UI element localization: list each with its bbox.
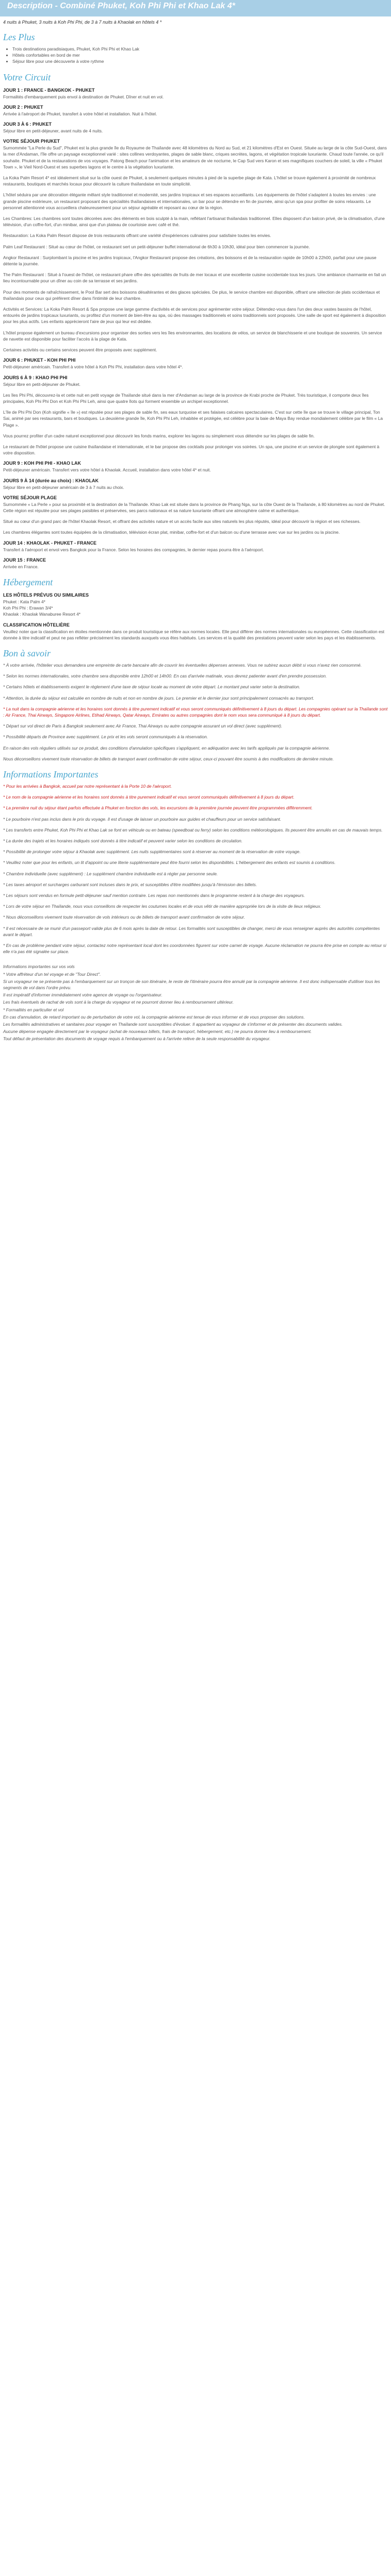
hotels-title: LES HÔTELS PRÉVUS OU SIMILAIRES [3, 592, 89, 598]
flight-conditions [3, 963, 388, 1042]
day-text: Certaines activités ou certains services peuvent être proposés avec supplément. [3, 347, 157, 353]
page-title-bar [0, 0, 391, 16]
condition-paragraph: Aucune dépense engagée directement par le voyageur (achat de nouveaux billets, frais de transport, hébergement, etc.) ne pourra donner lieu à remboursement. [3, 1029, 312, 1035]
condition-paragraph: Il est impératif d'informer immédiatement votre agence de voyage ou l'organisateur. [3, 992, 162, 998]
condition-paragraph: * Votre affréteur d'un tel voyage et de "Tour Direct". [3, 971, 101, 977]
note-paragraph: * Attention, la durée du séjour est calculée en nombre de nuits et non en nombre de jours. Le premier et le dernier jour sont principalement consacrés au transport. [3, 695, 315, 701]
day-title: JOUR 14 : KHAOLAK - PHUKET - FRANCE [3, 540, 97, 546]
condition-paragraph: Si un voyageur ne se présente pas à l'embarquement sur un tronçon de son itinéraire, le reste de l'itinéraire pourra être annulé par la compagnie aérienne. Il est donc indispensable d'utiliser tous les segments de vol dans l'ordre prévu. [3, 978, 380, 991]
note-paragraph: * À votre arrivée, l'hôtelier vous demandera une empreinte de carte bancaire afin de couvrir les éventuelles dépenses annexes. Vous ne subirez aucun débit si vous n'avez rien consommé. [3, 662, 362, 668]
condition-paragraph: * Formalités en particulier et vol [3, 1007, 64, 1012]
infos-body [3, 783, 388, 955]
les-plus-heading: Les Plus [3, 32, 35, 42]
note-paragraph: * Selon les normes internationales, votre chambre sera disponible entre 12h00 et 14h00. En cas d'arrivée matinale, vous devrez patienter avant d'en prendre possession. [3, 673, 327, 679]
day-text: Séjour libre en petit-déjeuner américain de 3 à 7 nuits au choix. [3, 484, 124, 490]
list-item: • Trois destinations paradisiaques, Phuket, Koh Phi Phi et Khao Lak [12, 46, 388, 52]
trip-summary: 4 nuits à Phuket, 3 nuits à Koh Phi Phi, de 3 à 7 nuits à Khaolak en hôtels 4 * [3, 20, 162, 25]
day-text: Situé au cœur d'un grand parc de l'hôtel Khaolak Resort, et offrant des activités nature et un accès facile aux sites naturels les plus réputés, idéal pour découvrir la région et ses richesses. [3, 519, 361, 524]
bon-a-savoir-heading: Bon à savoir [3, 648, 51, 658]
condition-paragraph: Informations importantes sur vos vols [3, 964, 75, 970]
page-title: Description - Combiné Phuket, Koh Phi Phi et Khao Lak 4* [7, 2, 235, 10]
bon-a-savoir-body [3, 662, 388, 762]
day-text: Pour des moments de rafraîchissement, le Pool Bar sert des boissons désaltérantes et des glaces spéciales. De plus, le service chambre est disponible, offrant une sélection de plats occidentaux et thaïlandais pour ceux qui préfèrent dîner dans l'intimité de leur chambre. [3, 289, 380, 301]
day-title: JOUR 2 : PHUKET [3, 104, 43, 110]
day-text: Le restaurant de l'hôtel propose une cuisine thaïlandaise et internationale, et le bar propose des cocktails pour prolonger vos soirées. Un spa, une piscine et un service de plongée sont également à votre disposition. [3, 444, 380, 456]
hotel-line: Khaolak : Khaolak Wanaburee Resort 4* [3, 612, 81, 617]
day-title: JOURS 9 À 14 (durée au choix) : KHAOLAK [3, 478, 99, 483]
section-spacer [3, 959, 388, 963]
day-text: L'île de Phi Phi Don (Koh signifie « île ») est réputée pour ses plages de sable fin, ses eaux turquoise et ses falaises calcaires spectaculaires. C'est sur cette île que se trouve le village principal, Ton Sai, animé par ses restaurants, bars et boutiques. La deuxième grande île, Koh Phi Phi Leh, inhabitée et protégée, est célèbre pour la baie de Maya Bay rendue mondialement célèbre par le film « La Plage ». [3, 410, 383, 428]
info-paragraph: * En cas de problème pendant votre séjour, contactez notre représentant local dont les coordonnées figurent sur votre carnet de voyage. Aucune réclamation ne pourra être prise en compte au retour si elle n'a pas été signalée sur place. [3, 943, 386, 955]
info-paragraph-alert: * La première nuit du séjour étant parfois effectuée à Phuket en fonction des vols, les excursions de la première journée peuvent être programmées différemment. [3, 805, 313, 811]
note-paragraph: * Possibilité départs de Province avec supplément. Le prix et les vols seront communiqués à la réservation. [3, 734, 208, 740]
list-item: • Séjour libre pour une découverte à votre rythme [12, 58, 388, 64]
day-text: Les chambres élégantes sont toutes équipées de la climatisation, télévision écran plat, minibar, coffre-fort et d'un balcon ou d'une terrasse avec vue sur les jardins ou la piscine. [3, 530, 340, 535]
day-text: Vous pourrez profiter d'un cadre naturel exceptionnel pour découvrir les fonds marins, explorer les lagons ou simplement vous détendre sur les plages de sable fin. [3, 433, 315, 438]
hebergement-heading: Hébergement [3, 577, 53, 587]
day-text: Séjour libre en petit-déjeuner, avant nuits de 4 nuits. [3, 128, 103, 134]
day-text: Arrivée en France. [3, 564, 39, 569]
day-title: JOUR 1 : FRANCE - BANGKOK - PHUKET [3, 87, 95, 93]
info-paragraph: * Le pourboire n'est pas inclus dans le prix du voyage. Il est d'usage de laisser un pourboire aux guides et chauffeurs pour un service satisfaisant. [3, 816, 282, 822]
list-item: • Hôtels confortables en bord de mer [12, 52, 388, 58]
day-title: JOURS 6 À 9 : KHAO PHI PHI [3, 375, 68, 380]
day-title: JOUR 15 : FRANCE [3, 557, 46, 563]
info-paragraph: * Veuillez noter que pour les enfants, un lit d'appoint ou une literie supplémentaire peut être fourni selon les disponibilités. L'hébergement des enfants est soumis à conditions. [3, 860, 336, 866]
day-text: Les îles Phi Phi, découvrez-la et cette nuit en petit voyage de Thaïlande situé dans la mer d'Andaman au large de la province de Krabi proche de Phuket. Très touristique, il comporte deux îles principales, Koh Phi Phi Don et Koh Phi Phi Leh, ainsi que quatre îlots qui forment ensemble un archipel exceptionnel. [3, 392, 369, 404]
day-text: Surnommée « La Perle » pour sa proximité et la destination de la Thaïlande. Khao Lak est située dans la province de Phang Nga, sur la côte Ouest de la Thaïlande, à 80 kilomètres au nord de Phuket. Cette région est réputée pour ses plages paisibles et préservées, ses parcs nationaux et sa nature luxuriante offrant une atmosphère calme et authentique. [3, 501, 385, 513]
document-body [0, 20, 391, 1056]
note-paragraph: En raison des vols réguliers utilisés sur ce produit, des conditions d'annulation spécifiques s'appliquent, en adéquation avec les tarifs appliqués par la compagnie aérienne. [3, 745, 330, 751]
info-paragraph: * Lors de votre séjour en Thaïlande, nous vous conseillons de respecter les coutumes locales et de vous vêtir de manière appropriée lors de la visite de lieux religieux. [3, 904, 321, 909]
day-title: VOTRE SÉJOUR PLAGE [3, 495, 57, 500]
condition-paragraph: Tout défaut de présentation des documents de voyage requis à l'embarquement ou à l'arrivée relève de la seule responsabilité du voyageur. [3, 1036, 271, 1042]
info-paragraph: * Chambre individuelle (avec supplément) : Le supplément chambre individuelle est à régler par personne seule. [3, 871, 218, 876]
day-text: Formalités d'embarquement puis envol à destination de Phuket. Dîner et nuit en vol. [3, 94, 164, 99]
info-paragraph: * Nous déconseillons vivement toute réservation de vols intérieurs ou de billets de transport avant confirmation de votre séjour. [3, 914, 245, 920]
day-text: Palm Leaf Restaurant : Situé au cœur de l'hôtel, ce restaurant sert un petit-déjeuner buffet international de 6h30 à 10h30, idéal pour bien commencer la journée. [3, 244, 310, 249]
day-text: The Palm Restaurant : Situé à l'ouest de l'hôtel, ce restaurant phare offre des spécialités de fruits de mer locaux et une excellente cuisine occidentale tous les jours. Une ambiance charmante en fait un lieu incontournable pour un dîner au coin de sa terrasse et ses jardins. [3, 272, 386, 284]
condition-paragraph: En cas d'annulation, de retard important ou de perturbation de votre vol, la compagnie aérienne est tenue de vous informer et de vous proposer des solutions. [3, 1014, 305, 1020]
day-text: Activités et Services: La Koka Palm Resort & Spa propose une large gamme d'activités et de services pour agrémenter votre séjour. Détendez-vous dans l'un des deux vastes bassins de l'hôtel, entourés de jardins tropicaux luxuriants, ou profitez d'un moment de bien-être au spa, où des massages traditionnels et soins traditionnels sont proposés. Une salle de sport est également à disposition pour les plus actifs. Les enfants apprécieront l'aire de jeux qui leur est dédiée. [3, 307, 386, 325]
day-title: JOUR 3 À 6 : PHUKET [3, 122, 52, 127]
day-text: La Koka Palm Resort 4* est idéalement situé sur la côte ouest de Phuket, à seulement quelques minutes à pied de la superbe plage de Kata. L'hôtel se trouve également à proximité de nombreux restaurants, boutiques et marchés locaux pour découvrir la culture thaïlandaise en toute simplicité. [3, 175, 376, 187]
info-paragraph-alert: * Le nom de la compagnie aérienne et les horaires sont donnés à titre purement indicatif et vous seront communiqués définitivement à 8 jours du départ. [3, 794, 295, 800]
note-paragraph-alert: * La nuit dans la compagnie aérienne et les horaires sont donnés à titre purement indicatif et vous seront communiqués définitivement à 8 jours du départ. Les compagnies opérant sur la Thaïlande sont : Air France, Thai Airways, Singapore Airlines, Etihad Airways, Qatar Airways, Emirates ou autres compagnies dont le nom vous sera communiqué à 8 jours du départ. [3, 706, 388, 718]
day-text: L'hôtel séduira par une décoration élégante mêlant style traditionnel et modernité, ses jardins tropicaux et ses espaces accueillants. Les équipements de l'hôtel s'adaptent à toutes les envies : une grande piscine extérieure, un restaurant proposant des spécialités thaïlandaises et internationales, un bar pour se détendre en fin de journée, ainsi qu'un spa pour profiter de soins relaxants. Le personnel attentionné vous accueillera chaleureusement pour un séjour agréable et reposant au cœur de la région. [3, 192, 376, 210]
hotel-line: Phuket : Kata Palm 4* [3, 599, 45, 604]
day-text: L'hôtel propose également un bureau d'excursions pour organiser des sorties vers les îles environnantes, des locations de vélos, un service de blanchisserie et une boutique de souvenirs. Un service de navette est disponible pour faciliter l'accès à la plage de Kata. [3, 330, 382, 342]
classification-title: CLASSIFICATION HÔTELIÈRE [3, 622, 70, 628]
condition-paragraph: Les formalités administratives et sanitaires pour voyager en Thaïlande sont susceptibles d'évoluer. Il appartient au voyageur de s'informer et de présenter des documents valides. [3, 1022, 343, 1027]
day-text: Petit-déjeuner américain. Transfert vers votre hôtel à Khaolak. Accueil, installation dans votre hôtel 4* et nuit. [3, 467, 211, 473]
info-paragraph: * Possibilité de prolonger votre séjour à Khaolak avec supplément. Les nuits supplémentaires sont à réserver au moment de la réservation de votre voyage. [3, 849, 301, 855]
classification-text: Veuillez noter que la classification en étoiles mentionnée dans ce produit touristique se réfère aux normes locales. Elle peut différer des normes internationales ou européennes. Cette classification est donnée à titre indicatif et peut ne pas refléter précisément les standards auxquels vous êtes habitués. Les services et la qualité des prestations peuvent varier selon les pays et les établissements. [3, 629, 385, 640]
day-text: Angkor Restaurant : Surplombant la piscine et les jardins tropicaux, l'Angkor Restaurant propose des créations, des boissons et de la restauration rapide de 10h00 à 22h00, parfait pour une pause détente la journée. [3, 255, 377, 267]
day-text: Petit-déjeuner américain. Transfert à votre hôtel à Koh Phi Phi, installation dans votre hôtel 4*. [3, 364, 183, 370]
hotel-line: Koh Phi Phi : Erawan 3/4* [3, 605, 53, 611]
info-paragraph: * Il est nécessaire de se munir d'un passeport valide plus de 6 mois après la date de retour. Les formalités sont susceptibles de changer, merci de vous renseigner auprès des autorités compétentes avant le départ. [3, 925, 380, 937]
voyage-heading: Votre Circuit [3, 72, 51, 82]
itinerary [3, 88, 388, 570]
day-text: Séjour libre en petit-déjeuner de Phuket. [3, 381, 80, 387]
les-plus-list [3, 46, 388, 65]
day-text: Restauration: La Koka Palm Resort dispose de trois restaurants offrant une variété d'expériences culinaires pour satisfaire toutes les envies. [3, 233, 271, 239]
note-paragraph: * Départ sur vol direct de Paris à Bangkok seulement avec Air France, Thai Airways ou autre compagnie assurant un vol direct (avec supplément). [3, 723, 283, 729]
day-title: VOTRE SÉJOUR PHUKET [3, 139, 60, 144]
condition-paragraph: Les frais éventuels de rachat de vols sont à la charge du voyageur et ne pourront donner lieu à remboursement ultérieur. [3, 999, 234, 1005]
day-title: JOUR 9 : KOH PHI PHI - KHAO LAK [3, 461, 82, 466]
note-paragraph: * Certains hôtels et établissements exigent le règlement d'une taxe de séjour locale au moment de votre départ. Le montant peut varier selon la destination. [3, 684, 301, 690]
info-paragraph: * Les transferts entre Phuket, Koh Phi Phi et Khao Lak se font en véhicule ou en bateau (speedboat ou ferry) selon les conditions météorologiques. Ils peuvent être annulés en cas de mauvais temps. [3, 827, 383, 833]
info-paragraph-alert: * Pour les arrivées à Bangkok, accueil par notre représentant à la Porte 10 de l'aéroport. [3, 784, 172, 789]
day-text: Arrivée à l'aéroport de Phuket, transfert à votre hôtel et installation. Nuit à l'hôtel. [3, 111, 157, 116]
info-paragraph: * La durée des trajets et les horaires indiqués sont donnés à titre indicatif et peuvent varier selon les conditions de circulation. [3, 838, 243, 844]
day-text: Transfert à l'aéroport et envol vers Bangkok pour la France. Selon les horaires des compagnies, le dernier repas pourra être à l'aéroport. [3, 547, 264, 552]
day-text: Les Chambres: Les chambres sont toutes décorées avec des éléments en bois sculpté à la main, reflétant l'artisanat thaïlandais traditionnel. Elles disposent d'un balcon privé, de la climatisation, d'une télévision, d'un coffre-fort, d'un minibar, ainsi que d'un plateau de courtoisie avec café et thé. [3, 216, 385, 228]
day-text: Surnommée "La Perle du Sud", Phuket est la plus grande île du Royaume de Thaïlande avec 48 kilomètres du Nord au Sud, et 21 kilomètres d'Est en Ouest. Située au large de la côte Sud-Ouest, dans la mer d'Andaman, l'île offre un paysage exceptionnel varié : sites collines verdoyantes, plages de sable blanc, criques secrètes, lagons, et végétation tropicale luxuriante. Chaud toute l'année, ce qu'il souhaite. Phuket et de la restaurations de vos voyages. Patong Beach pour l'animation et les amateurs de vie nocturne, le Cap Sud vers Karon et ses magnifiques couchers de soleil, la ville « Phuket Town », le Vieil Nord-Ouest et ses superbes lagons et le centre à la végétation luxuriante. [3, 145, 387, 170]
info-paragraph: * Les séjours sont vendus en formule petit-déjeuner sauf mention contraire. Les repas non mentionnés dans le programme restent à la charge des voyageurs. [3, 893, 305, 899]
note-paragraph: Nous déconseillons vivement toute réservation de billets de transport avant confirmation de votre séjour, ceux-ci pouvant être soumis à des modifications de dernière minute. [3, 756, 334, 761]
info-paragraph: * Les taxes aéroport et surcharges carburant sont incluses dans le prix, et susceptibles d'être modifiées jusqu'à l'émission des billets. [3, 882, 257, 887]
infos-heading: Informations Importantes [3, 769, 99, 779]
day-title: JOUR 6 : PHUKET - KOH PHI PHI [3, 358, 76, 363]
